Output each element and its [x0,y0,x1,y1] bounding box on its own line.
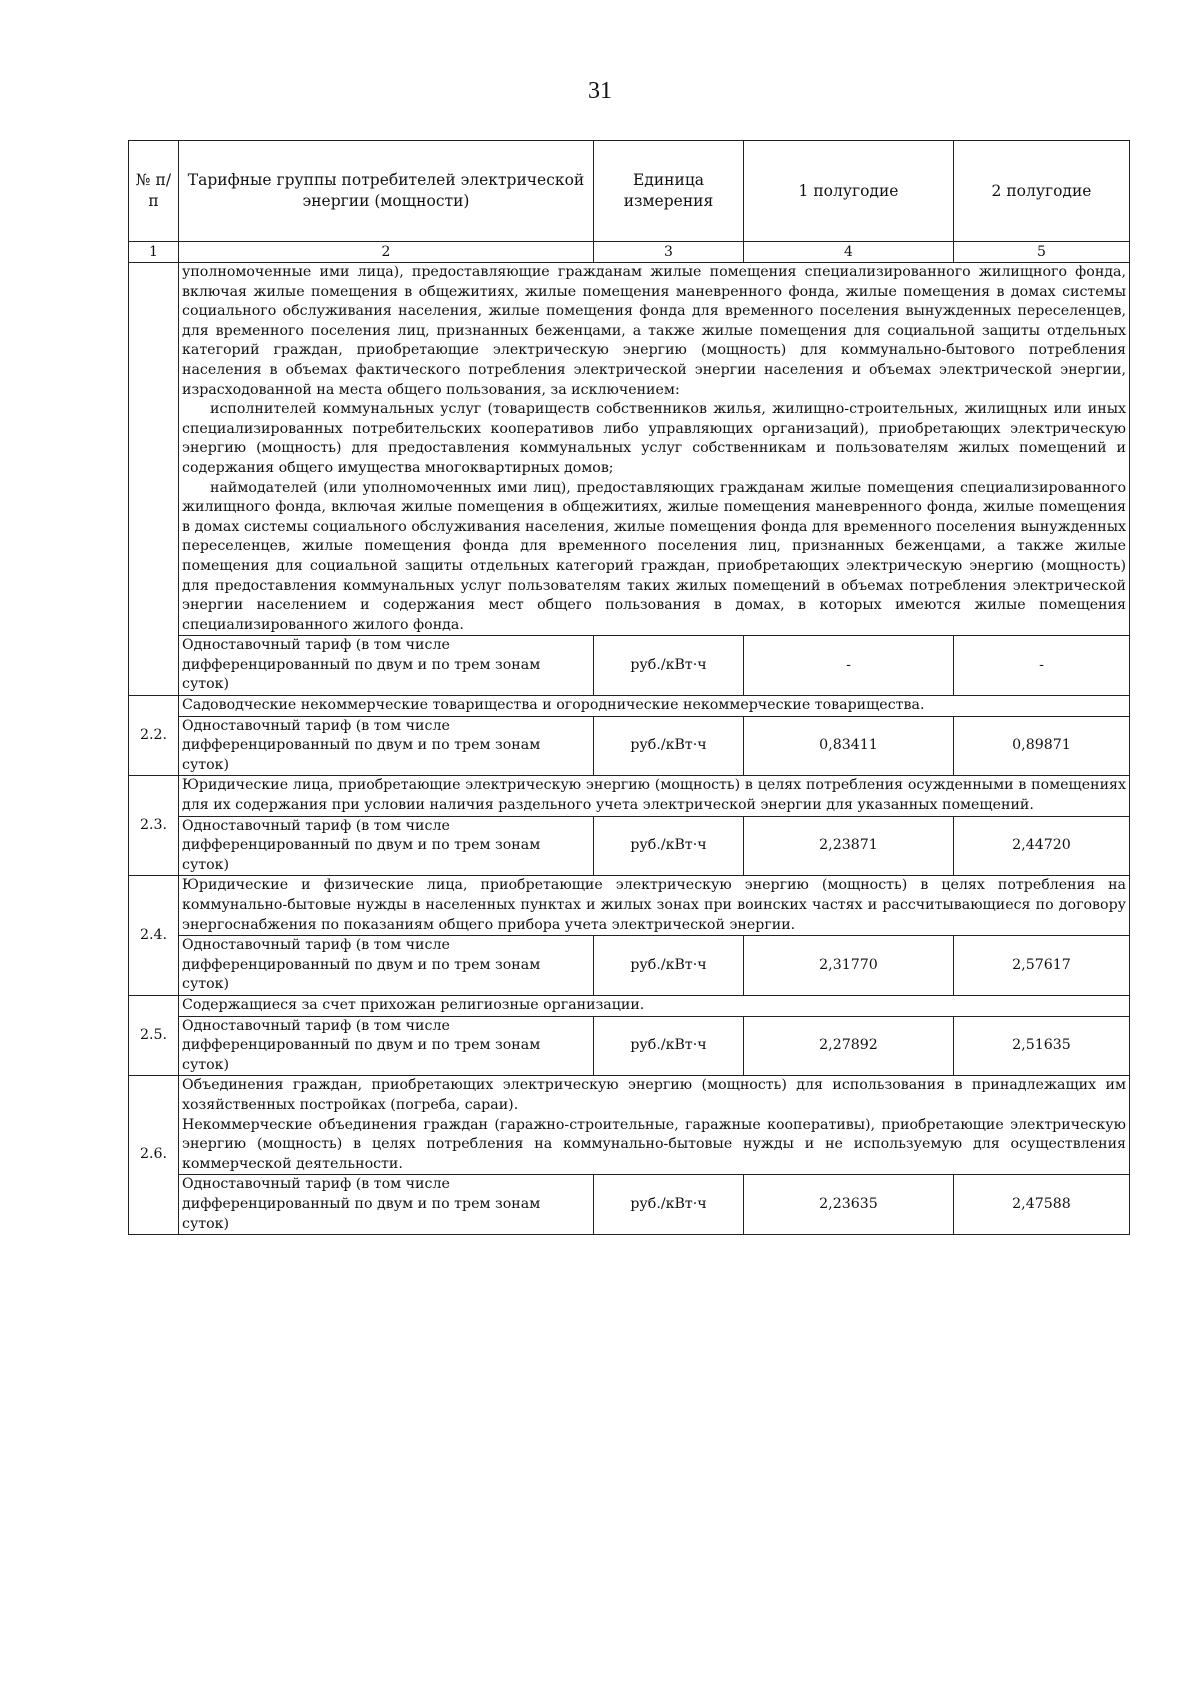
group-tariff-row [129,1175,1130,1235]
tariff-name: Одноставочный тариф (в том числе дифференцированный по двум и по трем зонам суток) [179,636,594,696]
continuation-paragraph: наймодателей (или уполномоченных ими лиц), предоставляющих гражданам жилые помещения специализированного жилищного фонда, включая жилые помещения в общежитиях, жилые помещения маневренного фонда, жилые помещения в домах системы социального обслуживания населения, жилые помещения фонда для временного поселения вынужденных переселенцев, жилые помещения фонда для временного поселения лиц, признанных беженцами, а также жилые помещения для социальной защиты отдельных категорий граждан, приобретающих электрическую энергию (мощность) для предоставления коммунальных услуг пользователям таких жилых помещений в объемах потребления электрической энергии населением и содержания мест общего пользования в домах, в которых имеются жилые помещения специализированного жилого фонда. [182,479,1126,633]
group-desc-row [129,696,1130,717]
column-number: 4 [744,242,954,263]
tariff-name: Одноставочный тариф (в том числе дифференцированный по двум и по трем зонам суток) [179,816,594,876]
continuation-paragraph: уполномоченные ими лица), предоставляющие гражданам жилые помещения специализированного жилищного фонда, включая жилые помещения в общежитиях, жилые помещения маневренного фонда, жилые помещения в домах системы социального обслуживания населения, жилые помещения фонда для временного поселения вынужденных переселенцев, для временного поселения лиц, признанных беженцами, а также жилые помещения для социальной защиты отдельных категорий граждан, приобретающие электрическую энергию (мощность) для коммунально-бытового потребления населения в объемах фактического потребления электрической энергии населения и объемах электрической энергии, израсходованной на места общего пользования, за исключением: [182,264,1126,398]
group-desc-row [129,995,1130,1016]
group-description [179,995,1130,1016]
group-tariff-row [129,1016,1130,1076]
group-description [179,876,1130,936]
group-tariff-row [129,816,1130,876]
tariff-half-2: - [954,636,1130,696]
header-unit: Единица измерения [594,141,744,242]
tariff-table [128,140,1130,1235]
group-tariff-row [129,936,1130,996]
row-number: 2.5. [129,995,179,1075]
tariff-unit: руб./кВт·ч [594,1175,744,1235]
column-number: 3 [594,242,744,263]
header-half-2: 2 полугодие [954,141,1130,242]
tariff-name: Одноставочный тариф (в том числе дифференцированный по двум и по трем зонам суток) [179,936,594,996]
tariff-half-1: 0,83411 [744,716,954,776]
column-number: 2 [179,242,594,263]
tariff-unit: руб./кВт·ч [594,716,744,776]
group-tariff-row [129,716,1130,776]
column-numbers-row [129,242,1130,263]
tariff-half-1: - [744,636,954,696]
tariff-half-2: 2,57617 [954,936,1130,996]
tariff-name: Одноставочный тариф (в том числе дифференцированный по двум и по трем зонам суток) [179,1175,594,1235]
group-description-paragraph: Содержащиеся за счет прихожан религиозные организации. [182,996,645,1013]
group-description [179,776,1130,816]
column-number: 1 [129,242,179,263]
group-desc-row [129,876,1130,936]
continuation-description [179,263,1130,636]
group-description-paragraph: Садоводческие некоммерческие товарищества и огороднические некоммерческие товарищества. [182,697,925,714]
header-half-1: 1 полугодие [744,141,954,242]
tariff-half-2: 2,51635 [954,1016,1130,1076]
header-num: № п/п [129,141,179,242]
group-desc-row [129,776,1130,816]
continuation-paragraph: исполнителей коммунальных услуг (товариществ собственников жилья, жилищно-строительных, жилищных или иных специализированных потребительских кооперативов либо управляющих организаций), приобретающих электрическую энергию (мощность) для предоставления коммунальных услуг собственникам и пользователям жилых помещений и содержания общего имущества многоквартирных домов; [182,401,1126,476]
row-number: 2.6. [129,1076,179,1235]
group-desc-row [129,1076,1130,1175]
tariff-half-1: 2,23635 [744,1175,954,1235]
tariff-half-1: 2,31770 [744,936,954,996]
row-number: 2.2. [129,696,179,776]
group-description-paragraph: Объединения граждан, приобретающих электрическую энергию (мощность) для использования в принадлежащих им хозяйственных постройках (погреба, сараи). [182,1077,1126,1113]
group-description [179,696,1130,717]
tariff-unit: руб./кВт·ч [594,636,744,696]
group-description-paragraph: Некоммерческие объединения граждан (гаражно-строительные, гаражные кооперативы), приобретающие электрическую энергию (мощность) в целях потребления на коммунально-бытовые нужды и не используемую для осуществления коммерческой деятельности. [182,1116,1126,1172]
header-group: Тарифные группы потребителей электрической энергии (мощности) [179,141,594,242]
group-description-paragraph: Юридические и физические лица, приобретающие электрическую энергию (мощность) в целях потребления на коммунально-бытовые нужды в населенных пунктах и жилых зонах при воинских частях и рассчитывающиеся по договору энергоснабжения по показаниям общего прибора учета электрической энергии. [182,877,1126,933]
tariff-half-2: 0,89871 [954,716,1130,776]
column-number: 5 [954,242,1130,263]
group-description [179,1076,1130,1175]
header-row [129,141,1130,242]
tariff-half-2: 2,47588 [954,1175,1130,1235]
row-number: 2.3. [129,776,179,876]
tariff-unit: руб./кВт·ч [594,936,744,996]
continuation-desc-row [129,263,1130,636]
tariff-half-1: 2,23871 [744,816,954,876]
tariff-unit: руб./кВт·ч [594,816,744,876]
tariff-name: Одноставочный тариф (в том числе дифференцированный по двум и по трем зонам суток) [179,1016,594,1076]
row-number: 2.4. [129,876,179,996]
row-number [129,263,179,696]
tariff-half-2: 2,44720 [954,816,1130,876]
tariff-unit: руб./кВт·ч [594,1016,744,1076]
tariff-half-1: 2,27892 [744,1016,954,1076]
page-number: 31 [588,78,612,104]
group-description-paragraph: Юридические лица, приобретающие электрическую энергию (мощность) в целях потребления осужденными в помещениях для их содержания при условии наличия раздельного учета электрической энергии для указанных помещений. [182,777,1126,814]
tariff-name: Одноставочный тариф (в том числе дифференцированный по двум и по трем зонам суток) [179,716,594,776]
continuation-tariff-row [129,636,1130,696]
